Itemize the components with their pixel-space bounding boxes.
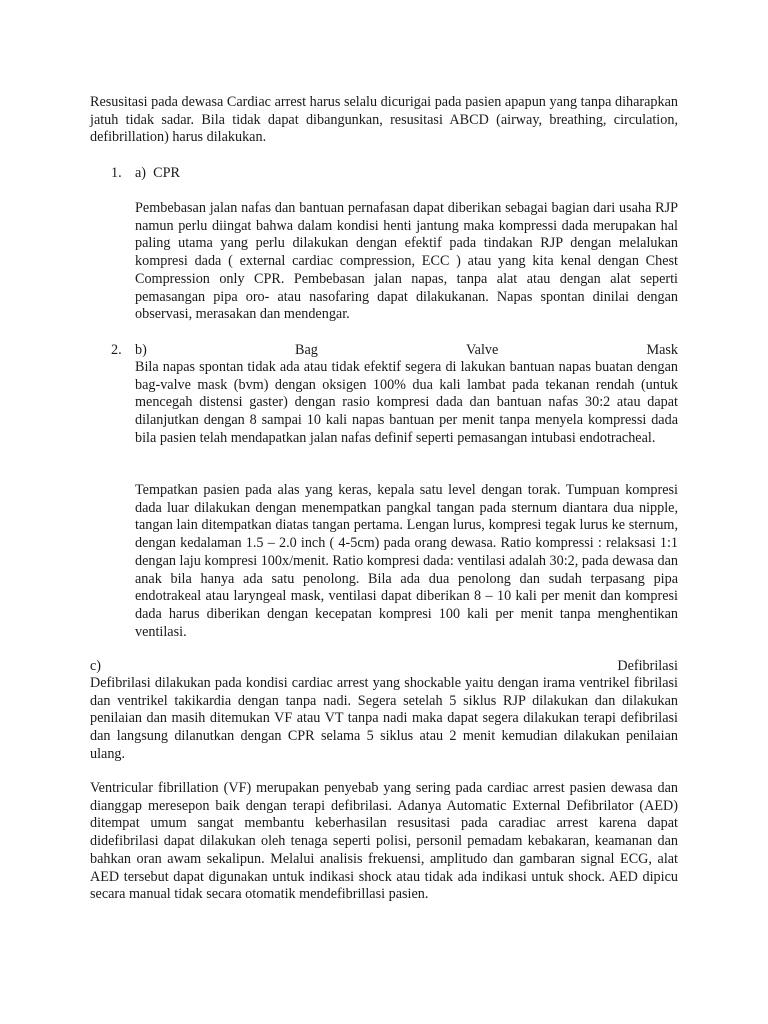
item2-heading-word: Valve — [466, 342, 499, 358]
item3-title: Defibrilasi — [617, 658, 678, 674]
item2-heading — [135, 342, 678, 360]
item1-title: CPR — [153, 165, 180, 181]
item1-heading — [135, 165, 180, 183]
intro-paragraph: Resusitasi pada dewasa Cardiac arrest harus selalu dicurigai pada pasien apapun yang tanpa diharapkan jatuh tidak sadar. Bila tidak dapat dibangunkan, resusitasi ABCD (airway, breathing, circulation, defibrillation) harus dilakukan. — [90, 94, 678, 146]
item2-heading-word: Mask — [646, 342, 678, 358]
item3-heading — [90, 658, 678, 676]
item1-paragraph: Pembebasan jalan nafas dan bantuan pernafasan dapat diberikan sebagai bagian dari usaha RJP namun perlu diingat bahwa dalam kondisi henti jantung maka kompressi dada merupakan hal paling utama yang perlu dilakukan dengan efektif pada tindakan RJP dengan melalukan kompresi dada ( external cardiac compression, ECC ) atau yang kita kenal dengan Chest Compression only CPR. Pembebasan jalan napas, tanpa alat atau dengan alat seperti pemasangan pipa oro- atau nasofaring dapat dilakukanan. Napas spontan dinilai dengan observasi, merasakan dan mendengar. — [135, 200, 678, 323]
list-number-1: 1. — [111, 165, 122, 181]
item3-paragraph-2: Ventricular fibrillation (VF) merupakan penyebab yang sering pada cardiac arrest pasien dewasa dan dianggap meresepon baik dengan terapi defibrilasi. Adanya Automatic External Defibrilator (AED) ditempat umum sangat membantu keberhasilan resusitasi pada caradiac arrest karena dapat didefibrilasi dapat dilakukan oleh tenaga seperti polisi, personil pemadam kebakaran, keamanan dan bahkan oran awam sekalipun. Melalui analisis frekuensi, amplitudo dan gambaran signal ECG, alat AED tersebut dapat digunakan untuk indikasi shock atau tidak ada indikasi untuk shock. AED dipicu secara manual tidak secara otomatik mendefibrillasi pasien. — [90, 780, 678, 903]
item2-heading-word: Bag — [294, 342, 318, 358]
item2-heading-word: b) — [135, 342, 147, 358]
item3-paragraph-1: Defibrilasi dilakukan pada kondisi cardiac arrest yang shockable yaitu dengan irama ventrikel fibrilasi dan ventrikel takikardia dengan tanpa nadi. Segera setelah 5 siklus RJP dilakukan dan dilakukan penilaian dan masih ditemukan VF atau VT tanpa nadi maka dapat segera dilakukan terapi defibrilasi dan langsung dilanutkan dengan CPR selama 5 siklus atau 2 menit kemudian dilakukan penilaian ulang. — [90, 675, 678, 762]
item1-letter: a) — [135, 165, 147, 181]
item2-paragraph-2: Tempatkan pasien pada alas yang keras, kepala satu level dengan torak. Tumpuan kompresi dada luar dilakukan dengan menempatkan pangkal tangan pada sternum diantara dua nipple, tangan lain ditempatkan diatas tangan pertama. Lengan lurus, kompresi tegak lurus ke sternum, dengan kedalaman 1.5 – 2.0 inch ( 4-5cm) pada orang dewasa. Ratio kompressi : relaksasi 1:1 dengan laju kompresi 100x/menit. Ratio kompresi dada: ventilasi adalah 30:2, pada dewasa dan anak bila hanya ada satu penolong. Bila ada dua penolong dan sudah terpasang pipa endotrakeal atau laryngeal mask, ventilasi dapat diberikan 8 – 10 kali per menit dan kompresi dada harus diberikan dengan kecepatan kompresi 100 kali per menit tanpa menghentikan ventilasi. — [135, 482, 678, 640]
item2-paragraph-1: Bila napas spontan tidak ada atau tidak efektif segera di lakukan bantuan napas buatan dengan bag-valve mask (bvm) dengan oksigen 100% dua kali lambat pada tekanan rendah (untuk mencegah distensi gaster) dengan rasio kompresi dada dan bantuan nafas 30:2 atau dapat dilanjutkan dengan 8 sampai 10 kali napas bantuan per menit tanpa menyela kompressi dada bila pasien telah mendapatkan jalan nafas definif seperti pemasangan intubasi endotracheal. — [135, 359, 678, 446]
item3-letter: c) — [90, 658, 102, 674]
list-number-2: 2. — [111, 342, 122, 358]
